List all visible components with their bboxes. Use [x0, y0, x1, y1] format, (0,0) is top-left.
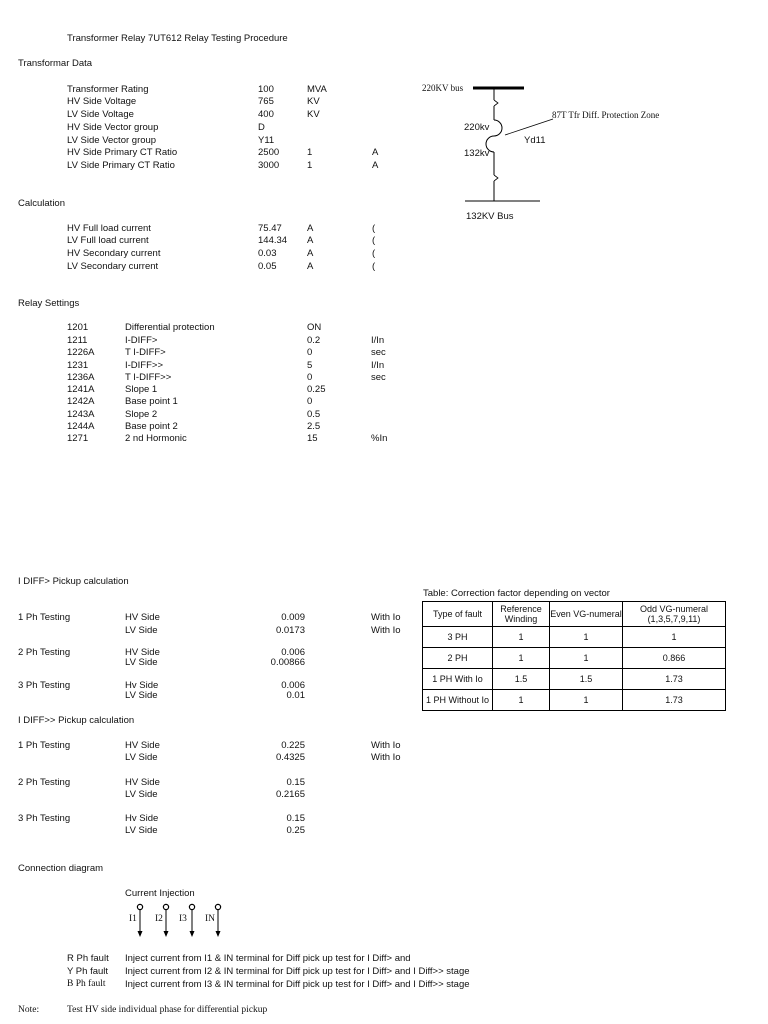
- table-cell: 1.73: [623, 669, 726, 690]
- table-cell: 1.73: [623, 690, 726, 711]
- fault-text: Inject current from I3 & IN terminal for Diff pick up test for I Diff> and I Diff>> stage: [125, 979, 470, 990]
- header-cell: Reference Winding: [493, 602, 550, 627]
- row-value: 0.03: [258, 248, 277, 259]
- bus-bottom-label: 132KV Bus: [466, 211, 514, 222]
- row-bracket: (: [372, 261, 376, 272]
- row-value: 765: [258, 96, 274, 107]
- header-cell: Type of fault: [423, 602, 493, 627]
- side-label: Hv Side: [125, 680, 159, 691]
- connection-heading: Connection diagram: [18, 863, 104, 874]
- row-unit: 1: [307, 160, 313, 171]
- setting-name: I-DIFF>: [125, 335, 158, 346]
- row-unit: KV: [307, 96, 320, 107]
- setting-name: T I-DIFF>>: [125, 372, 172, 383]
- row-label: LV Side Primary CT Ratio: [67, 160, 175, 171]
- row-value: 144.34: [258, 235, 288, 246]
- setting-value: 2.5: [307, 421, 321, 432]
- row-label: HV Full load current: [67, 223, 151, 234]
- row-label: LV Full load current: [67, 235, 149, 246]
- setting-value: 0: [307, 372, 313, 383]
- setting-value: ON: [307, 322, 322, 333]
- row-unit2: A: [372, 160, 379, 171]
- fault-text: Inject current from I2 & IN terminal for Diff pick up test for I Diff> and I Diff>> stage: [125, 966, 470, 977]
- table-cell: 2 PH: [423, 648, 493, 669]
- test-name: 1 Ph Testing: [18, 612, 71, 623]
- fault-phase: R Ph fault: [67, 953, 109, 964]
- row-unit: 1: [307, 147, 313, 158]
- row-unit: KV: [307, 109, 320, 120]
- table-cell: 1: [550, 648, 623, 669]
- setting-code: 1242A: [67, 396, 95, 407]
- side-label: HV Side: [125, 647, 160, 658]
- setting-code: 1244A: [67, 421, 95, 432]
- row-unit: A: [307, 223, 314, 234]
- current-injection-label: Current Injection: [125, 888, 195, 899]
- note-text: Test HV side individual phase for differential pickup: [67, 1005, 268, 1015]
- side-label: HV Side: [125, 777, 160, 788]
- side-label: LV Side: [125, 657, 158, 668]
- header-cell: Even VG-numeral: [550, 602, 623, 627]
- row-label: LV Side Voltage: [67, 109, 134, 120]
- setting-code: 1211: [67, 335, 88, 346]
- row-unit: A: [307, 248, 314, 259]
- side-value: 0.01: [286, 690, 305, 701]
- setting-code: 1226A: [67, 347, 95, 358]
- side-label: LV Side: [125, 625, 158, 636]
- table-cell: 1: [623, 627, 726, 648]
- row-unit2: A: [372, 147, 379, 158]
- zone-label: 87T Tfr Diff. Protection Zone: [552, 110, 660, 120]
- row-label: HV Side Voltage: [67, 96, 137, 107]
- setting-name: I-DIFF>>: [125, 360, 164, 371]
- test-name: 2 Ph Testing: [18, 647, 71, 658]
- side-value: 0.00866: [270, 657, 305, 668]
- side-value: 0.225: [281, 740, 305, 751]
- row-bracket: (: [372, 248, 376, 259]
- side-note: With Io: [371, 625, 401, 636]
- row-label: LV Secondary current: [67, 261, 159, 272]
- row-value: D: [258, 122, 265, 133]
- test-name: 2 Ph Testing: [18, 777, 71, 788]
- fault-text: Inject current from I1 & IN terminal for Diff pick up test for I Diff> and: [125, 953, 411, 964]
- terminal-label: IN: [205, 914, 216, 924]
- test-name: 3 Ph Testing: [18, 680, 71, 691]
- side-value: 0.2165: [275, 789, 305, 800]
- fault-phase: Y Ph fault: [67, 966, 109, 977]
- setting-name: Base point 1: [125, 396, 178, 407]
- page-title: Transformer Relay 7UT612 Relay Testing Procedure: [67, 33, 288, 44]
- setting-name: Base point 2: [125, 421, 178, 432]
- row-unit: A: [307, 261, 314, 272]
- hv-label: 220kv: [464, 122, 490, 133]
- table-cell: 0.866: [623, 648, 726, 669]
- setting-name: Slope 1: [125, 384, 158, 395]
- side-value: 0.006: [281, 647, 305, 658]
- fault-phase: B Ph fault: [67, 979, 106, 989]
- side-label: Hv Side: [125, 813, 159, 824]
- transformer-data-heading: Transformar Data: [18, 58, 93, 69]
- row-value: 3000: [258, 160, 280, 171]
- setting-name: T I-DIFF>: [125, 347, 166, 358]
- setting-value: 0: [307, 396, 313, 407]
- header-cell: Odd VG-numeral (1,3,5,7,9,11): [623, 602, 726, 627]
- lv-label: 132kv: [464, 148, 490, 159]
- table-cell: 1: [550, 627, 623, 648]
- side-note: With Io: [371, 752, 401, 763]
- setting-value: 0: [307, 347, 313, 358]
- setting-code: 1236A: [67, 372, 95, 383]
- row-label: HV Side Primary CT Ratio: [67, 147, 178, 158]
- side-value: 0.15: [286, 777, 305, 788]
- setting-unit: sec: [371, 347, 386, 358]
- row-value: 400: [258, 109, 274, 120]
- table-cell: 3 PH: [423, 627, 493, 648]
- setting-code: 1201: [67, 322, 89, 333]
- table-cell: 1 PH With Io: [423, 669, 493, 690]
- side-value: 0.0173: [275, 625, 305, 636]
- bus-top-label: 220KV bus: [422, 83, 464, 93]
- side-value: 0.4325: [275, 752, 305, 763]
- row-value: 0.05: [258, 261, 277, 272]
- table-cell: 1: [550, 690, 623, 711]
- side-note: With Io: [371, 740, 401, 751]
- side-label: LV Side: [125, 690, 158, 701]
- test-name: 1 Ph Testing: [18, 740, 71, 751]
- table-cell: 1 PH Without Io: [423, 690, 493, 711]
- vector-label: Yd11: [524, 135, 546, 146]
- setting-value: 0.2: [307, 335, 321, 346]
- idiff2-heading: I DIFF>> Pickup calculation: [18, 715, 135, 726]
- row-label: HV Side Vector group: [67, 122, 159, 133]
- row-unit: MVA: [307, 84, 327, 95]
- note-label: Note:: [18, 1005, 40, 1015]
- setting-code: 1243A: [67, 409, 95, 420]
- setting-unit: I/In: [371, 335, 385, 346]
- row-bracket: (: [372, 235, 376, 246]
- terminal-label: I1: [129, 914, 137, 924]
- setting-code: 1271: [67, 433, 89, 444]
- table-cell: 1.5: [493, 669, 550, 690]
- side-label: LV Side: [125, 789, 158, 800]
- side-label: LV Side: [125, 825, 158, 836]
- test-name: 3 Ph Testing: [18, 813, 71, 824]
- row-value: Y11: [258, 135, 275, 146]
- setting-value: 0.25: [307, 384, 326, 395]
- setting-value: 0.5: [307, 409, 321, 420]
- side-value: 0.009: [281, 612, 305, 623]
- row-bracket: (: [372, 223, 376, 234]
- table-cell: 1: [493, 627, 550, 648]
- setting-name: Differential protection: [125, 322, 215, 333]
- table-cell: 1: [493, 690, 550, 711]
- terminal-label: I3: [179, 914, 187, 924]
- side-note: With Io: [371, 612, 401, 623]
- row-label: Transformer Rating: [67, 84, 149, 95]
- terminal-label: I2: [155, 914, 163, 924]
- table-cell: 1.5: [550, 669, 623, 690]
- setting-name: Slope 2: [125, 409, 158, 420]
- setting-unit: I/In: [371, 360, 385, 371]
- side-value: 0.15: [286, 813, 305, 824]
- side-label: HV Side: [125, 740, 160, 751]
- setting-value: 5: [307, 360, 313, 371]
- row-value: 2500: [258, 147, 280, 158]
- setting-value: 15: [307, 433, 318, 444]
- side-label: HV Side: [125, 612, 160, 623]
- side-value: 0.006: [281, 680, 305, 691]
- side-label: LV Side: [125, 752, 158, 763]
- relay-settings-heading: Relay Settings: [18, 298, 80, 309]
- correction-table-caption: Table: Correction factor depending on vector: [423, 588, 610, 599]
- setting-name: 2 nd Hormonic: [125, 433, 187, 444]
- row-value: 75.47: [258, 223, 282, 234]
- setting-unit: sec: [371, 372, 386, 383]
- row-value: 100: [258, 84, 274, 95]
- side-value: 0.25: [286, 825, 305, 836]
- row-unit: A: [307, 235, 314, 246]
- setting-code: 1241A: [67, 384, 95, 395]
- table-cell: 1: [493, 648, 550, 669]
- row-label: HV Secondary current: [67, 248, 161, 259]
- setting-code: 1231: [67, 360, 89, 371]
- idiff1-heading: I DIFF> Pickup calculation: [18, 576, 129, 587]
- calculation-heading: Calculation: [18, 198, 65, 209]
- setting-unit: %In: [371, 433, 388, 444]
- row-label: LV Side Vector group: [67, 135, 157, 146]
